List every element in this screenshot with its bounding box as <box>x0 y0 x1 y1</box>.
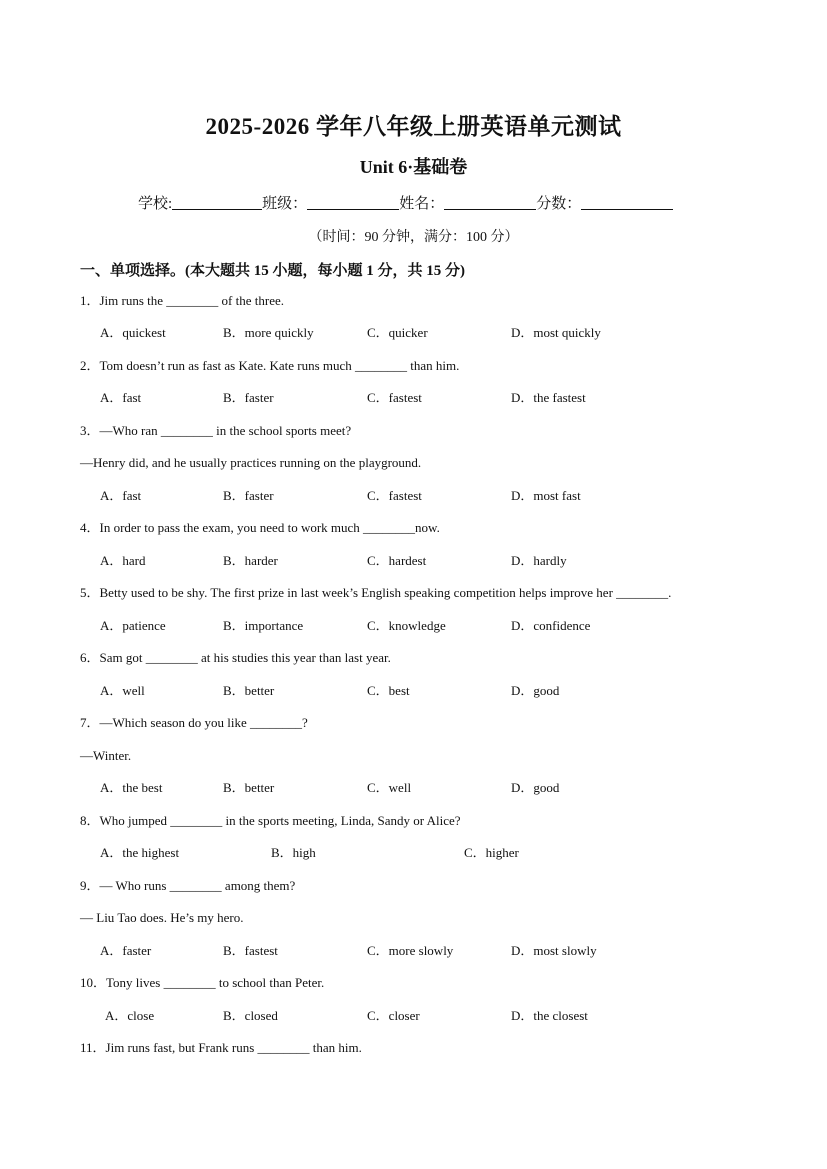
question-options <box>100 683 800 699</box>
score-label: 分数： <box>536 196 582 212</box>
name-blank[interactable] <box>444 195 536 210</box>
option-d[interactable]: D．the closest <box>511 1008 588 1023</box>
option-c[interactable]: C．quicker <box>367 325 428 340</box>
student-info-line <box>138 192 673 213</box>
option-d[interactable]: D．most quickly <box>511 325 601 340</box>
option-d[interactable]: D．the fastest <box>511 390 586 405</box>
option-c[interactable]: C．knowledge <box>367 618 446 633</box>
question-options <box>100 390 800 406</box>
option-a[interactable]: A．faster <box>100 943 152 958</box>
question-stem: 8．Who jumped ________ in the sports meeting, Linda, Sandy or Alice? <box>80 813 461 828</box>
option-a[interactable]: A．the highest <box>100 845 180 860</box>
question-stem: 2．Tom doesn’t run as fast as Kate. Kate runs much ________ than him. <box>80 358 460 373</box>
option-d[interactable]: D．most fast <box>511 488 581 503</box>
option-a[interactable]: A．fast <box>100 488 142 503</box>
question-options <box>100 553 800 569</box>
option-d[interactable]: D．confidence <box>511 618 591 633</box>
question-stem: 5．Betty used to be shy. The first prize in last week’s English speaking competition helps improve her ________. <box>80 585 672 600</box>
option-a[interactable]: A．quickest <box>100 325 166 340</box>
page-title: 2025-2026 学年八年级上册英语单元测试 <box>205 114 622 139</box>
question-options <box>100 1008 800 1024</box>
option-c[interactable]: C．fastest <box>367 390 422 405</box>
option-b[interactable]: B．importance <box>223 618 304 633</box>
option-a[interactable]: A．patience <box>100 618 166 633</box>
option-a[interactable]: A．fast <box>100 390 142 405</box>
question-stem: 1．Jim runs the ________ of the three. <box>80 293 284 308</box>
question-reply: — Liu Tao does. He’s my hero. <box>80 910 244 925</box>
option-d[interactable]: D．good <box>511 683 560 698</box>
option-d[interactable]: D．hardly <box>511 553 567 568</box>
question-stem: 7．—Which season do you like ________? <box>80 715 308 730</box>
option-b[interactable]: B．high <box>271 845 316 860</box>
option-c[interactable]: C．best <box>367 683 410 698</box>
option-b[interactable]: B．better <box>223 683 275 698</box>
option-b[interactable]: B．better <box>223 780 275 795</box>
option-b[interactable]: B．faster <box>223 390 274 405</box>
question-stem: 4．In order to pass the exam, you need to work much ________now. <box>80 520 440 535</box>
school-blank[interactable] <box>172 195 262 210</box>
option-b[interactable]: B．faster <box>223 488 274 503</box>
question-options <box>100 488 800 504</box>
question-stem: 10．Tony lives ________ to school than Peter. <box>80 975 325 990</box>
option-d[interactable]: D．most slowly <box>511 943 597 958</box>
option-c[interactable]: C．hardest <box>367 553 427 568</box>
option-b[interactable]: B．closed <box>223 1008 278 1023</box>
question-stem: 11．Jim runs fast, but Frank runs ________ than him. <box>80 1040 362 1055</box>
section-heading: 一、单项选择。(本大题共 15 小题，每小题 1 分，共 15 分) <box>80 263 465 279</box>
option-a[interactable]: A．hard <box>100 553 146 568</box>
question-options <box>100 325 800 341</box>
option-c[interactable]: C．more slowly <box>367 943 454 958</box>
option-c[interactable]: C．higher <box>464 845 519 860</box>
class-label: 班级： <box>262 196 308 212</box>
option-a[interactable]: A．close <box>105 1008 155 1023</box>
question-reply: —Winter. <box>80 748 132 763</box>
name-label: 姓名： <box>399 196 445 212</box>
class-blank[interactable] <box>307 195 399 210</box>
page-subtitle: Unit 6·基础卷 <box>359 157 468 177</box>
option-d[interactable]: D．good <box>511 780 560 795</box>
question-options <box>100 943 800 959</box>
question-stem: 3．—Who ran ________ in the school sports meet? <box>80 423 352 438</box>
option-a[interactable]: A．well <box>100 683 145 698</box>
school-label: 学校: <box>138 196 173 212</box>
score-blank[interactable] <box>581 195 673 210</box>
question-options <box>100 618 800 634</box>
option-b[interactable]: B．more quickly <box>223 325 314 340</box>
option-c[interactable]: C．closer <box>367 1008 420 1023</box>
question-options <box>100 780 800 796</box>
option-b[interactable]: B．fastest <box>223 943 278 958</box>
question-stem: 9．— Who runs ________ among them? <box>80 878 296 893</box>
question-reply: —Henry did, and he usually practices running on the playground. <box>80 455 422 470</box>
option-a[interactable]: A．the best <box>100 780 163 795</box>
option-b[interactable]: B．harder <box>223 553 278 568</box>
question-stem: 6．Sam got ________ at his studies this year than last year. <box>80 650 391 665</box>
question-options <box>100 845 800 861</box>
option-c[interactable]: C．fastest <box>367 488 422 503</box>
time-note: （时间：90 分钟，满分：100 分） <box>308 230 519 245</box>
option-c[interactable]: C．well <box>367 780 412 795</box>
